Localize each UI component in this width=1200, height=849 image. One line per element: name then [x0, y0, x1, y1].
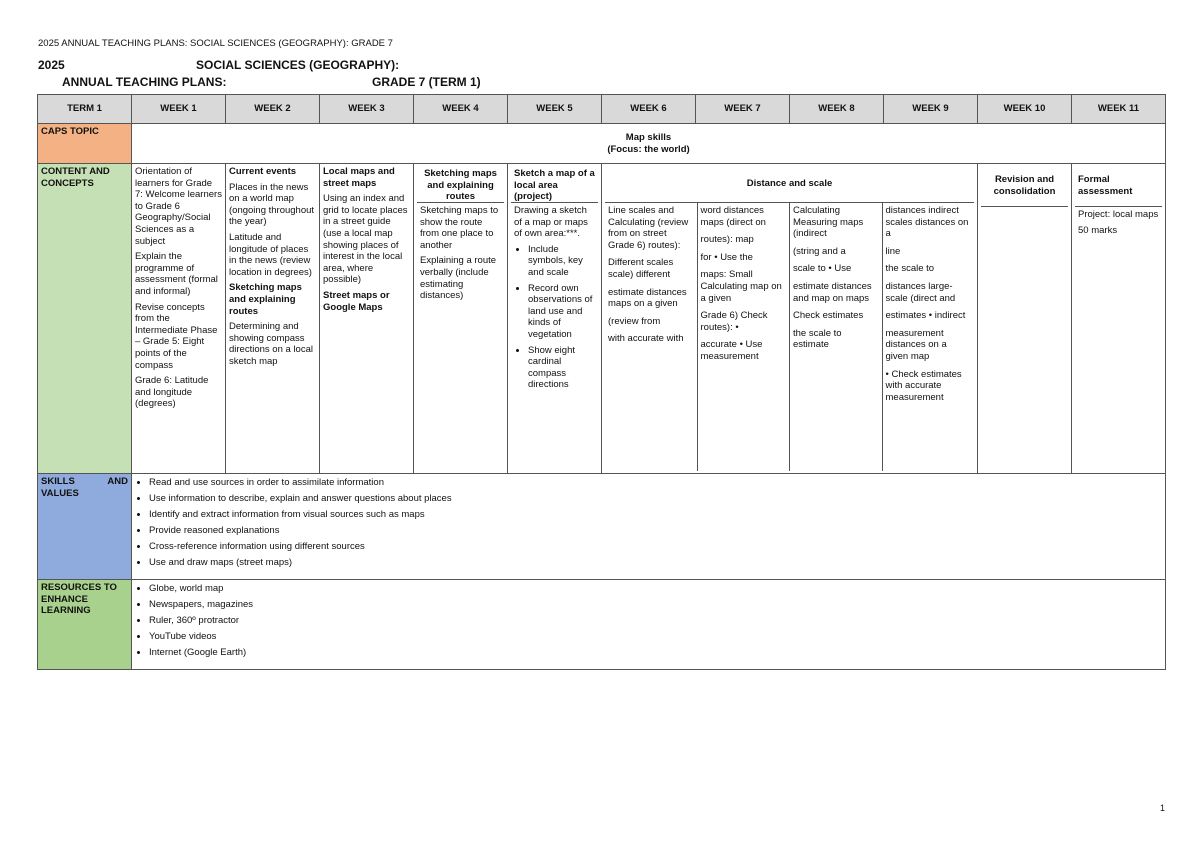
caps-topic-value [132, 124, 1166, 164]
week11-body [1075, 207, 1162, 242]
week-header: WEEK 9 [884, 95, 978, 124]
week8-line-3: scale to • Use [793, 263, 852, 275]
week9-line-1: distances indirect scales distances on a [885, 205, 969, 240]
week1-revise: Revise concepts from the Intermediate Phase – Grade 5: Eight points of the compass [135, 301, 218, 371]
week1-latitude: Grade 6: Latitude and longitude (degrees) [135, 375, 209, 410]
week2-places-news: Places in the news on a world map (ongoing throughout the year) [229, 181, 315, 228]
resources-list [135, 582, 1162, 659]
list-item: • Globe, world map [149, 582, 1162, 595]
title-line-1 [38, 58, 400, 72]
week10-heading: Revision and consolidation [981, 166, 1068, 207]
caps-topic-label: CAPS TOPIC [38, 124, 132, 164]
week9-line-3: the scale to [885, 263, 935, 275]
skills-row [38, 474, 1166, 580]
distance-scale-heading: Distance and scale [605, 166, 974, 203]
list-item: • YouTube videos [149, 630, 1162, 643]
week6-line-2: Different scales scale) different [608, 257, 674, 280]
week5-body [511, 203, 598, 397]
week-header: WEEK 10 [978, 95, 1072, 124]
week1-assessment: Explain the programme of assessment (formal and informal) [135, 251, 218, 297]
page-number: 1 [1159, 803, 1165, 813]
week10-content [978, 164, 1072, 474]
skills-label-line-1 [41, 476, 128, 488]
resources-list-cell [132, 580, 1166, 670]
title-line-2 [62, 75, 481, 89]
week7-line-3: for • Use the [700, 251, 753, 263]
title-subject: SOCIAL SCIENCES (GEOGRAPHY): [196, 58, 400, 72]
caps-topic-line-1: Map skills [625, 131, 672, 143]
skills-label-word: SKILLS [41, 476, 75, 487]
week5-content [508, 164, 602, 474]
week5-heading: Sketch a map of a local area (project) [511, 166, 598, 203]
week9-line-2: line [885, 245, 901, 257]
week3-index-grid: Using an index and grid to locate places in a street guide (use a local map showing places of interest in the local area, where possible) [323, 193, 408, 286]
week5-drawing-sketch: Drawing a sketch of a map or maps of own area:***. [514, 205, 588, 240]
week7-line-2: routes): map [700, 234, 754, 246]
week2-content [226, 164, 320, 474]
skills-label-and: AND [107, 476, 128, 487]
skills-values-list-cell [132, 474, 1166, 580]
week-header: WEEK 5 [508, 95, 602, 124]
week8-line-1: Calculating Measuring maps (indirect [793, 205, 864, 240]
week4-heading: Sketching maps and explaining routes [417, 166, 504, 203]
list-item: • Use and draw maps (street maps) [149, 556, 1162, 569]
title-year: 2025 [38, 58, 65, 72]
list-item: • Read and use sources in order to assimilate information [149, 476, 1162, 489]
header-row [38, 95, 1166, 124]
content-concepts-label [38, 164, 132, 474]
week-header: WEEK 3 [320, 95, 414, 124]
skills-values-label [38, 474, 132, 580]
week2-heading-sketching: Sketching maps and explaining routes [229, 282, 302, 317]
week3-heading-local-maps: Local maps and street maps [323, 166, 395, 189]
list-item: • Identify and extract information from visual sources such as maps [149, 508, 1162, 521]
week-header: WEEK 2 [226, 95, 320, 124]
week11-heading: Formal assessment [1075, 166, 1162, 207]
list-item: • Ruler, 360º protractor [149, 614, 1162, 627]
week1-orientation: Orientation of learners for Grade 7: Welcome learners to Grade 6 Geography/Social Sciences as a subject [135, 166, 222, 247]
distance-scale-block [602, 164, 978, 474]
week7-line-6: accurate • Use measurement [700, 339, 763, 362]
week6-content [605, 203, 697, 471]
list-item: • Show eight cardinal compass directions [528, 345, 595, 391]
teaching-plan-table [37, 94, 1166, 670]
week-header: WEEK 8 [790, 95, 884, 124]
week8-content [789, 203, 882, 471]
week3-heading-street-maps: Street maps or Google Maps [323, 289, 390, 313]
week-header: WEEK 11 [1072, 95, 1166, 124]
week-header: WEEK 4 [414, 95, 508, 124]
week2-latitude-longitude: Latitude and longitude of places in the news (review location in degrees) [229, 231, 312, 278]
week9-line-5: estimates • indirect [885, 310, 966, 322]
week2-compass: Determining and showing compass directions on a local sketch map [229, 321, 313, 367]
week-header: WEEK 6 [602, 95, 696, 124]
title-grade-term: GRADE 7 (TERM 1) [372, 75, 481, 89]
running-header: 2025 ANNUAL TEACHING PLANS: SOCIAL SCIENCES (GEOGRAPHY): GRADE 7 [38, 38, 393, 49]
list-item: • Record own observations of land use and kinds of vegetation [528, 283, 595, 341]
week4-body [417, 203, 504, 308]
week-header: WEEK 7 [696, 95, 790, 124]
week2-heading-current-events: Current events [229, 166, 297, 177]
content-label-line-1: CONTENT AND [41, 166, 110, 177]
list-item: • Include symbols, key and scale [528, 244, 595, 279]
week6-line-4: (review from [608, 315, 661, 327]
list-item: • Newspapers, magazines [149, 598, 1162, 611]
week6-line-3: estimate distances maps on a given [608, 286, 687, 310]
week8-line-4: estimate distances and map on maps [793, 280, 872, 304]
skills-label-line-2: VALUES [41, 487, 79, 499]
week9-line-7: • Check estimates with accurate measurement [885, 368, 962, 403]
list-item: • Cross-reference information using different sources [149, 540, 1162, 553]
term-header: TERM 1 [38, 95, 132, 124]
resources-label: RESOURCES TO ENHANCE LEARNING [38, 580, 132, 670]
content-row [38, 164, 1166, 474]
week4-sketching-routes: Sketching maps to show the route from one place to another [420, 205, 499, 251]
week11-marks: 50 marks [1078, 224, 1118, 236]
week4-explaining-route: Explaining a route verbally (include estimating distances) [420, 255, 497, 302]
week9-line-6: measurement distances on a given map [885, 327, 947, 362]
week7-content [697, 203, 790, 471]
list-item: • Use information to describe, explain and answer questions about places [149, 492, 1162, 505]
week8-line-6: the scale to estimate [793, 327, 842, 351]
week6-line-1: Line scales and Calculating (review from on street Grade 6) routes): [608, 205, 689, 251]
week1-content [132, 164, 226, 474]
week4-content [414, 164, 508, 474]
week9-content [882, 203, 975, 471]
week11-content [1072, 164, 1166, 474]
content-label-line-2: CONCEPTS [41, 177, 94, 189]
week6-line-5: with accurate with [608, 333, 684, 345]
week7-line-5: Grade 6) Check routes): • [700, 310, 768, 333]
week5-bullet-list [514, 244, 595, 391]
resources-row [38, 580, 1166, 670]
title-plans: ANNUAL TEACHING PLANS: [62, 75, 227, 89]
week-header: WEEK 1 [132, 95, 226, 124]
list-item: • Internet (Google Earth) [149, 646, 1162, 659]
week8-line-5: Check estimates [793, 310, 864, 322]
skills-list [135, 476, 1162, 569]
list-item: • Provide reasoned explanations [149, 524, 1162, 537]
distance-scale-columns [605, 203, 974, 471]
week8-line-2: (string and a [793, 245, 846, 257]
caps-topic-row [38, 124, 1166, 164]
week11-project: Project: local maps [1078, 209, 1159, 220]
caps-topic-line-2: (Focus: the world) [607, 143, 690, 155]
week7-line-1: word distances maps (direct on [700, 205, 766, 228]
week7-line-4: maps: Small Calculating map on a given [700, 269, 782, 304]
week9-line-4: distances large-scale (direct and [885, 280, 956, 304]
week3-content [320, 164, 414, 474]
